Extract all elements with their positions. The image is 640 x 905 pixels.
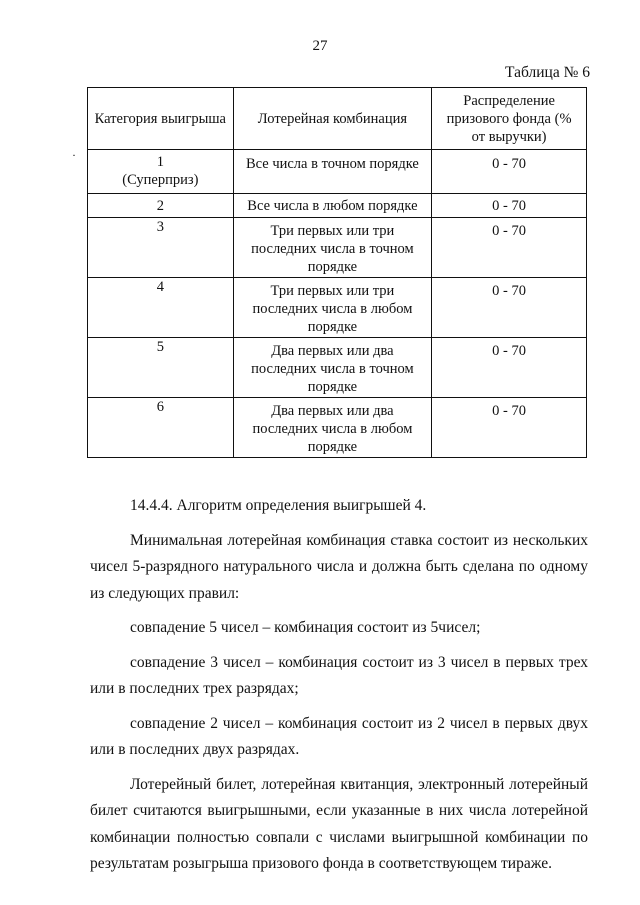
category-number: 4 [156,279,164,295]
table-row [88,194,587,218]
header-distribution: Распределение призового фонда (% от выручки) [432,88,587,150]
cell-category [88,338,234,398]
cell-distribution: 0 - 70 [432,398,587,458]
cell-combination: Три первых или три последних числа в точном порядке [233,218,432,278]
table-row [88,338,587,398]
paragraph: Минимальная лотерейная комбинация ставка состоит из нескольких чисел 5-разрядного натурального числа и должна быть сделана по одному из следующих правил: [90,531,588,602]
header-category: Категория выигрыша [88,88,234,150]
category-number: 5 [156,339,164,355]
body-text [90,493,588,878]
cell-category [88,398,234,458]
category-number: 2 [156,198,164,214]
table-header-row [88,88,587,150]
table-row [88,278,587,338]
category-number: 3 [156,219,164,235]
cell-distribution: 0 - 70 [432,194,587,218]
paragraph: совпадение 2 чисел – комбинация состоит из 2 чисел в первых двух или в последних двух разрядах. [90,714,588,758]
cell-combination: Три первых или три последних числа в любом порядке [233,278,432,338]
cell-distribution: 0 - 70 [432,338,587,398]
cell-distribution: 0 - 70 [432,218,587,278]
cell-category [88,194,234,218]
paragraph: совпадение 5 чисел – комбинация состоит из 5чисел; [130,619,481,636]
header-combination: Лотерейная комбинация [233,88,432,150]
cell-combination: Два первых или два последних числа в точном порядке [233,338,432,398]
cell-distribution: 0 - 70 [432,278,587,338]
category-number: 1 [156,154,164,170]
paragraph: Лотерейный билет, лотерейная квитанция, электронный лотерейный билет считаются выигрышными, если указанные в них числа лотерейной комбинации полностью совпали с числами выигрышной комбинации по результатам розыгрыша призового фонда в соответствующем тираже. [90,775,588,872]
cell-combination: Все числа в точном порядке [233,150,432,194]
cell-category [88,150,234,194]
category-note: (Суперприз) [122,172,199,188]
cell-category [88,218,234,278]
table-row [88,398,587,458]
page-number: 27 [312,38,328,54]
section-heading: 14.4.4. Алгоритм определения выигрышей 4. [130,497,427,514]
prize-distribution-table [87,87,587,458]
paragraph: совпадение 3 чисел – комбинация состоит из 3 чисел в первых трех или в последних трех разрядах; [90,653,588,697]
table-label: Таблица № 6 [505,64,590,81]
cell-distribution: 0 - 70 [432,150,587,194]
cell-combination: Все числа в любом порядке [233,194,432,218]
category-number: 6 [156,399,164,415]
table-row [88,150,587,194]
cell-category [88,278,234,338]
cell-combination: Два первых или два последних числа в любом порядке [233,398,432,458]
scan-speck: · [72,148,76,162]
table-row [88,218,587,278]
